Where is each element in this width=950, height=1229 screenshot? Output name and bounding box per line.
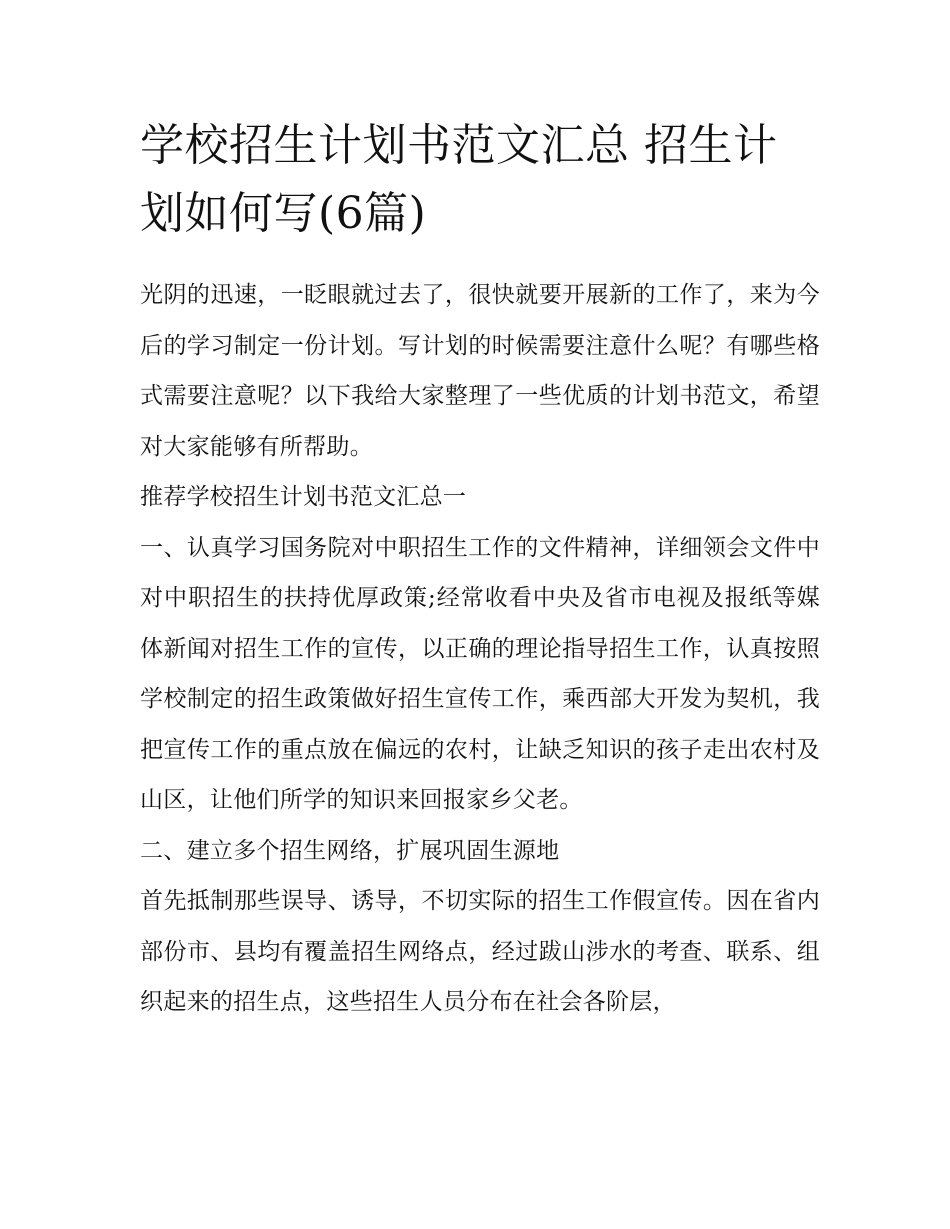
document-body <box>140 112 820 1028</box>
body-paragraph-1: 一、认真学习国务院对中职招生工作的文件精神，详细领会文件中对中职招生的扶持优厚政策;经常收看中央及省市电视及报纸等媒体新闻对招生工作的宣传，以正确的理论指导招生工作，认真按照学校制定的招生政策做好招生宣传工作，乘西部大开发为契机，我把宣传工作的重点放在偏远的农村，让缺乏知识的孩子走出农村及山区，让他们所学的知识来回报家乡父老。 <box>140 534 820 813</box>
body-paragraph-3: 首先抵制那些误导、诱导，不切实际的招生工作假宣传。因在省内部份市、县均有覆盖招生网络点，经过跋山涉水的考查、联系、组织起来的招生点，这些招生人员分布在社会各阶层， <box>140 888 820 1015</box>
document-title: 学校招生计划书范文汇总 招生计划如何写(6篇) <box>140 120 778 239</box>
intro-paragraph: 光阴的迅速，一眨眼就过去了，很快就要开展新的工作了，来为今后的学习制定一份计划。写计划的时候需要注意什么呢？有哪些格式需要注意呢？以下我给大家整理了一些优质的计划书范文，希望对大家能够有所帮助。 <box>140 282 820 460</box>
section-heading: 推荐学校招生计划书范文汇总一 <box>140 484 467 510</box>
body-paragraph-2: 二、建立多个招生网络，扩展巩固生源地 <box>140 837 560 864</box>
